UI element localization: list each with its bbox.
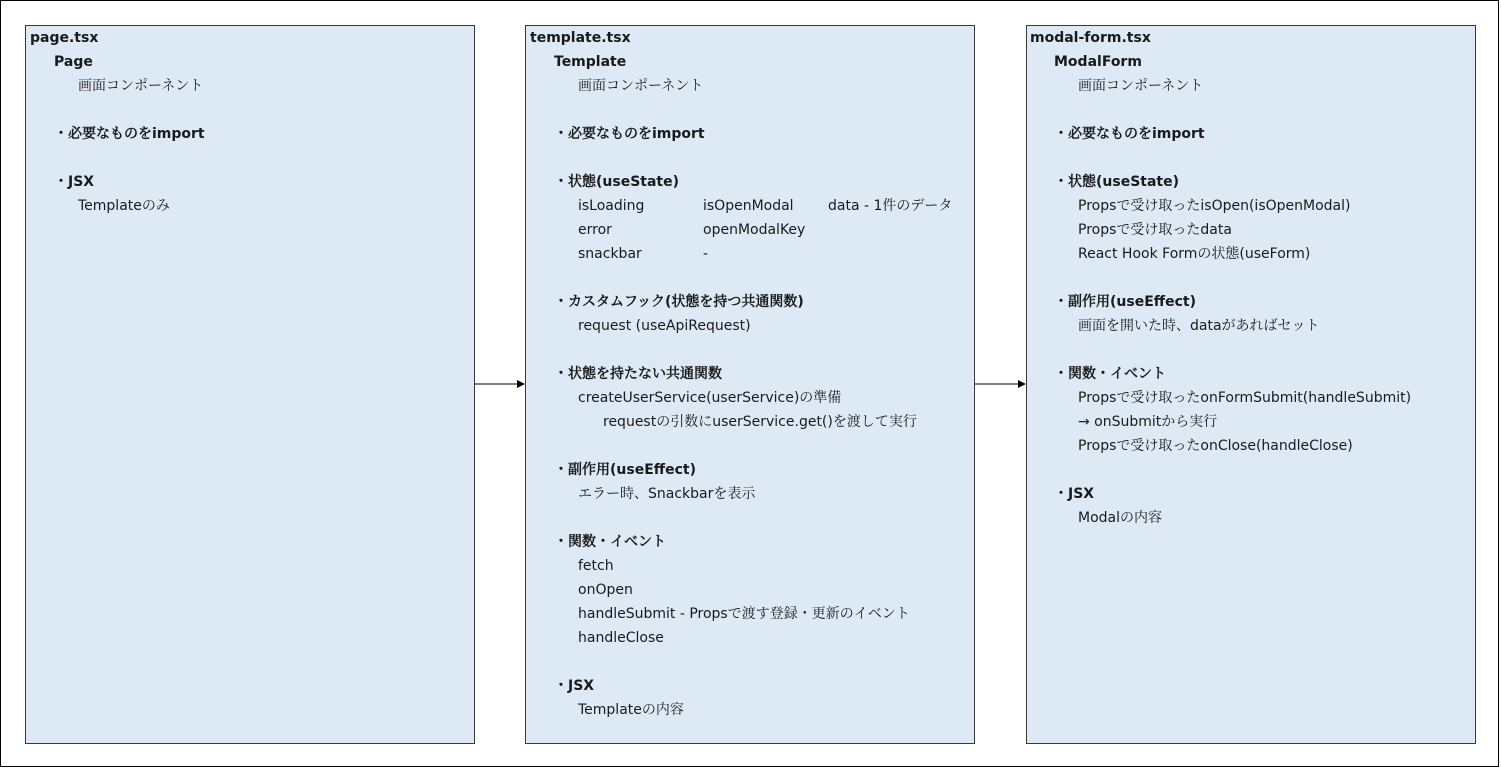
state-cell: snackbar — [578, 246, 642, 262]
page-component-name: Page — [54, 54, 93, 70]
state-cell: isOpenModal — [703, 198, 794, 214]
modal-state-heading: ・状態(useState) — [1054, 174, 1180, 190]
template-util-heading: ・状態を持たない共通関数 — [554, 366, 722, 382]
list-item: Propsで受け取ったonClose(handleClose) — [1078, 438, 1353, 454]
list-item: Propsで受け取ったonFormSubmit(handleSubmit) — [1078, 390, 1412, 406]
list-item: fetch — [578, 558, 614, 574]
page-component-desc: 画面コンポーネント — [78, 78, 204, 94]
state-cell: isLoading — [578, 198, 645, 214]
modal-effect-item: 画面を開いた時、dataがあればセット — [1078, 318, 1320, 334]
page-file-name: page.tsx — [30, 30, 99, 46]
modal-file-name: modal-form.tsx — [1030, 30, 1151, 46]
template-hook-item: request (useApiRequest) — [578, 318, 751, 334]
state-cell: data - 1件のデータ — [828, 198, 953, 214]
template-effect-item: エラー時、Snackbarを表示 — [578, 486, 756, 502]
page-jsx-desc: Templateのみ — [78, 198, 170, 214]
template-func-heading: ・関数・イベント — [554, 534, 666, 550]
list-item: Propsで受け取ったisOpen(isOpenModal) — [1078, 198, 1351, 214]
template-effect-heading: ・副作用(useEffect) — [554, 462, 696, 478]
modal-func-heading: ・関数・イベント — [1054, 366, 1166, 382]
template-component-desc: 画面コンポーネント — [578, 78, 704, 94]
state-cell: error — [578, 222, 612, 238]
modal-import-heading: ・必要なものをimport — [1054, 126, 1205, 142]
template-jsx-heading: ・JSX — [554, 678, 595, 694]
template-file-name: template.tsx — [530, 30, 631, 46]
modal-jsx-heading: ・JSX — [1054, 486, 1095, 502]
template-import-heading: ・必要なものをimport — [554, 126, 705, 142]
list-item: handleClose — [578, 630, 664, 646]
state-cell: - — [703, 246, 709, 262]
template-util-subitem: requestの引数にuserService.get()を渡して実行 — [603, 414, 917, 430]
modal-jsx-desc: Modalの内容 — [1078, 510, 1162, 526]
page-jsx-heading: ・JSX — [54, 174, 95, 190]
modal-effect-heading: ・副作用(useEffect) — [1054, 294, 1196, 310]
template-hook-heading: ・カスタムフック(状態を持つ共通関数) — [554, 294, 804, 310]
template-jsx-desc: Templateの内容 — [578, 702, 684, 718]
template-component-name: Template — [554, 54, 627, 70]
list-item: React Hook Formの状態(useForm) — [1078, 246, 1311, 262]
state-cell: openModalKey — [703, 222, 806, 238]
modal-component-desc: 画面コンポーネント — [1078, 78, 1204, 94]
list-item: onOpen — [578, 582, 633, 598]
modal-component-name: ModalForm — [1054, 54, 1142, 70]
template-util-item: createUserService(userService)の準備 — [578, 390, 842, 406]
list-item: Propsで受け取ったdata — [1078, 222, 1232, 238]
template-state-heading: ・状態(useState) — [554, 174, 680, 190]
list-item: → onSubmitから実行 — [1078, 414, 1218, 430]
page-import-heading: ・必要なものをimport — [54, 126, 205, 142]
list-item: handleSubmit - Propsで渡す登録・更新のイベント — [578, 606, 910, 622]
